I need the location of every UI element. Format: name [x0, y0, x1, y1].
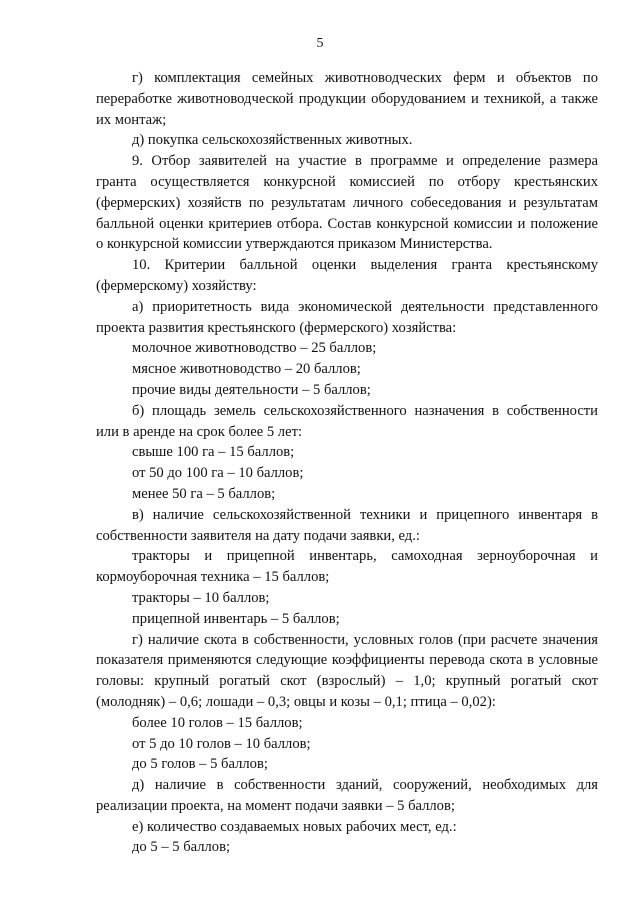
list-item: свыше 100 га – 15 баллов;: [132, 444, 295, 461]
paragraph: тракторы и прицепной инвентарь, самоходная зерноуборочная и кормоуборочная техника – 15 баллов;: [96, 548, 598, 586]
paragraph: б) площадь земель сельскохозяйственного назначения в собственности или в аренде на срок более 5 лет:: [96, 402, 598, 440]
list-item: тракторы – 10 баллов;: [132, 589, 270, 606]
list-item: прочие виды деятельности – 5 баллов;: [132, 381, 371, 398]
paragraph: 9. Отбор заявителей на участие в программе и определение размера гранта осуществляется конкурсной комиссией по отбору крестьянских (фермерских) хозяйств по результатам личного собеседования и результатам балльной оценки критериев отбора. Состав конкурсной комиссии и положение о конкурсной комиссии утверждаются приказом Министерства.: [96, 153, 598, 253]
list-item: от 50 до 100 га – 10 баллов;: [132, 465, 304, 482]
list-item: мясное животноводство – 20 баллов;: [132, 361, 361, 378]
list-item: от 5 до 10 голов – 10 баллов;: [132, 735, 311, 752]
list-item: молочное животноводство – 25 баллов;: [132, 340, 377, 357]
list-item: е) количество создаваемых новых рабочих мест, ед.:: [132, 818, 457, 835]
list-item: до 5 – 5 баллов;: [132, 839, 231, 856]
list-item: до 5 голов – 5 баллов;: [132, 756, 268, 773]
paragraph: в) наличие сельскохозяйственной техники и прицепного инвентаря в собственности заявителя на дату подачи заявки, ед.:: [96, 506, 598, 544]
paragraph: 10. Критерии балльной оценки выделения гранта крестьянскому (фермерскому) хозяйству:: [96, 257, 598, 294]
paragraph: д) наличие в собственности зданий, сооружений, необходимых для реализации проекта, на момент подачи заявки – 5 баллов;: [96, 777, 598, 814]
list-item: д) покупка сельскохозяйственных животных.: [132, 132, 413, 149]
list-item: прицепной инвентарь – 5 баллов;: [132, 610, 340, 627]
page-number: 5: [316, 36, 324, 51]
paragraph: а) приоритетность вида экономической деятельности представленного проекта развития крестьянского (фермерского) хозяйства:: [96, 298, 598, 336]
list-item: более 10 голов – 15 баллов;: [132, 714, 303, 731]
list-item: менее 50 га – 5 баллов;: [132, 485, 276, 502]
paragraph: г) комплектация семейных животноводческих ферм и объектов по переработке животноводческой продукции оборудованием и техникой, а также их монтаж;: [96, 70, 598, 128]
document-body: [96, 68, 598, 858]
paragraph: г) наличие скота в собственности, условных голов (при расчете значения показателя применяются следующие коэффициенты перевода скота в условные головы: крупный рогатый скот (взрослый) – 1,0; крупный рогатый скот (молодняк) – 0,6; лошади – 0,3; овцы и козы – 0,1; птица – 0,02):: [96, 631, 598, 710]
